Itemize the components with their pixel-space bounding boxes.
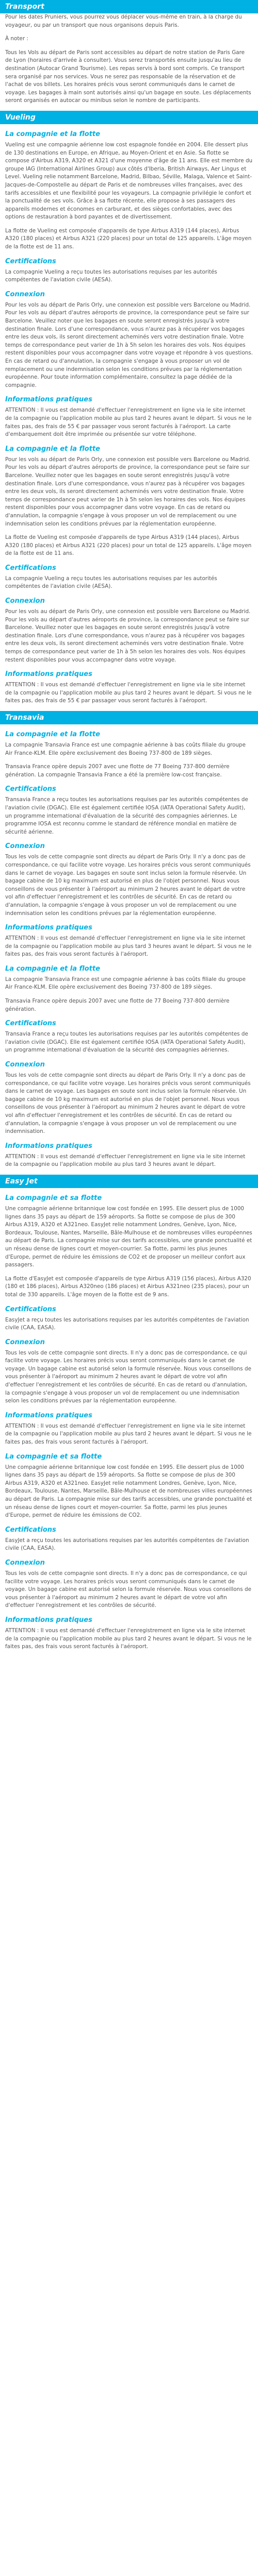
subsection-title: La compagnie et sa flotte <box>5 1452 102 1461</box>
paragraph: La flotte de Vueling est composée d'appareils de type Airbus A319 (144 places), Airbus A320 (180 places) et Airbus A321 (220 places) pour un total de 125 appareils. L'âge moyen de la flotte est de 11 ans. <box>5 227 252 250</box>
paragraph: ATTENTION : Il vous est demandé d'effectuer l'enregistrement en ligne via le site internet de la compagnie ou l'application mobile au plus tard 2 heures avant le départ. Si vous ne le faites pas, des frais vous seront facturés à l'aéroport. <box>5 1627 252 1650</box>
subsection-title: Certifications <box>5 1020 56 1028</box>
paragraph: Transavia France a reçu toutes les autorisations requises par les autorités compétentes de l'aviation civile (DGAC). Elle est également certifiée IOSA (IATA Operational Safety Audit), un programme international d'évaluation de la sécurité des compagnies aériennes. <box>5 1031 248 1054</box>
subsection-title: Informations pratiques <box>5 1142 92 1150</box>
paragraph: Une compagnie aérienne britannique low cost fondée en 1995. Elle dessert plus de 1000 lignes dans 35 pays au départ de 159 aéroports. Sa flotte se compose de plus de 300 Airbus A319, A320 et A321neo. EasyJet relie notamment Londres, Genève, Lyon, Nice, Bordeaux, Toulouse, Nantes, Marseille, Bâle-Mulhouse et de nombreuses villes européennes au départ de Paris. La compagnie mise sur des tarifs accessibles, une grande ponctualité et un réseau dense de lignes court et moyen-courrier. Sa flotte, parmi les plus jeunes d'Europe, permet de réduire les émissions de CO2 et de proposer un meilleur confort aux passagers. <box>5 1205 252 1268</box>
paragraph: La compagnie Vueling a reçu toutes les autorisations requises par les autorités compétentes de l'aviation civile (AESA). <box>5 575 217 590</box>
paragraph: ATTENTION : Il vous est demandé d'effectuer l'enregistrement en ligne via le site internet de la compagnie ou l'application mobile au plus tard 3 heures avant le départ. Si vous ne le faites pas, des frais vous seront facturés à l'aéroport. <box>5 935 252 958</box>
subsection-title: Certifications <box>5 564 56 572</box>
paragraph: Transavia France opère depuis 2007 avec une flotte de 77 Boeing 737-800 dernière génération. La compagnie Transavia France a été la première low-cost française. <box>5 764 230 778</box>
paragraph: Tous les Vols au départ de Paris sont accessibles au départ de notre station de Paris Gare de Lyon (horaires d'arrivée à consulter). Vous serez transportés ensuite jusqu'au lieu de destination (Autocar Grand Tourisme). Les repas servis à bord sont compris. Ce transport sera organisé par nos services. Vous ne serez pas responsable de la réservation et de l'achat de vos billets. Les horaires précis vous seront communiqués dans le carnet de voyage. Les bagages à main sont autorisés ainsi qu'un bagage en soute. Les déplacements seront organisés en autocar ou minibus selon le nombre de participants. <box>5 49 251 104</box>
paragraph: Tous les vols de cette compagnie sont directs au départ de Paris Orly. Il n'y a donc pas de correspondance, ce qui facilite votre voyage. Les horaires précis vous seront communiqués dans le carnet de voyage. Les bagages en soute sont inclus selon la formule réservée. Un bagage cabine de 10 kg maximum est autorisé en plus de l'objet personnel. Nous vous conseillons de vous présenter à l'aéroport au minimum 2 heures avant le départ de votre vol afin d'effectuer l'enregistrement et les contrôles de sécurité. En cas de retard ou d'annulation, la compagnie s'engage à vous proposer un vol de remplacement ou une indemnisation. <box>5 1072 251 1135</box>
paragraph: La flotte d'EasyJet est composée d'appareils de type Airbus A319 (156 places), Airbus A320 (180 et 186 places), Airbus A320neo (186 places) et Airbus A321neo (235 places), pour un total de 330 appareils. L'âge moyen de la flotte est de 9 ans. <box>5 1275 251 1298</box>
paragraph: ATTENTION : Il vous est demandé d'effectuer l'enregistrement en ligne via le site internet de la compagnie ou l'application mobile au plus tard 3 heures avant le départ. <box>5 1153 246 1168</box>
paragraph: Tous les vols de cette compagnie sont directs. Il n'y a donc pas de correspondance, ce qui facilite votre voyage. Les horaires précis vous seront communiqués dans le carnet de voyage. Un bagage cabine est autorisé selon la formule réservée. Nous vous conseillons de vous présenter à l'aéroport au minimum 2 heures avant le départ de votre vol afin d'effectuer l'enregistrement et les contrôles de sécurité. <box>5 1570 251 1609</box>
paragraph: Pour les vols au départ de Paris Orly, une connexion est possible vers Barcelone ou Madrid. Pour les vols au départ d'autres aéroports de province, la correspondance peut se faire sur Barcelone. Veuillez noter que les bagages en soute seront enregistrés jusqu'à votre destination finale. Lors d'une correspondance, vous n'aurez pas à récupérer vos bagages entre les deux vols, ils seront directement acheminés vers votre destination finale. Votre temps de correspondance peut varier de 1h à 5h selon les horaires des vols. Nos équipes restent disponibles pour vous accompagner dans votre voyage et répondre à vos questions. En cas de retard ou d'annulation, la compagnie s'engage à vous proposer un vol de remplacement ou une indemnisation selon les conditions prévues par la réglementation européenne. Pour toute information complémentaire, consultez la page dédiée de la compagnie. <box>5 301 253 388</box>
paragraph: Tous les vols de cette compagnie sont directs. Il n'y a donc pas de correspondance, ce qui facilite votre voyage. Les horaires précis vous seront communiqués dans le carnet de voyage. Un bagage cabine est autorisé selon la formule réservée. Nous vous conseillons de vous présenter à l'aéroport au minimum 2 heures avant le départ de votre vol afin d'effectuer l'enregistrement et les contrôles de sécurité. En cas de retard ou d'annulation, la compagnie s'engage à vous proposer un vol de remplacement ou une indemnisation selon les conditions prévues par la réglementation européenne. <box>5 1349 251 1404</box>
paragraph: Tous les vols de cette compagnie sont directs au départ de Paris Orly. Il n'y a donc pas de correspondance, ce qui facilite votre voyage. Les horaires précis vous seront communiqués dans le carnet de voyage. Les bagages en soute sont inclus selon la formule réservée. Un bagage cabine de 10 kg maximum est autorisé en plus de l'objet personnel. Nous vous conseillons de vous présenter à l'aéroport au minimum 2 heures avant le départ de votre vol afin d'effectuer l'enregistrement et les contrôles de sécurité. En cas de retard ou d'annulation, la compagnie s'engage à vous proposer un vol de remplacement ou une indemnisation selon les conditions prévues par la réglementation européenne. <box>5 854 251 917</box>
subsection-title: Informations pratiques <box>5 670 92 679</box>
subsection-title: Certifications <box>5 257 56 265</box>
section-header: Transavia <box>0 711 258 724</box>
subsection-title: Informations pratiques <box>5 1411 92 1419</box>
section-header: Easy Jet <box>0 1175 258 1188</box>
subsection-title: Certifications <box>5 1526 56 1534</box>
subsection-title: Connexion <box>5 1558 45 1567</box>
paragraph: Pour les vols au départ de Paris Orly, une connexion est possible vers Barcelone ou Madrid. Pour les vols au départ d'autres aéroports de province, la correspondance peut se faire sur Barcelone. Veuillez noter que les bagages en soute seront enregistrés jusqu'à votre destination finale. Lors d'une correspondance, vous n'aurez pas à récupérer vos bagages entre les deux vols, ils seront directement acheminés vers votre destination finale. Votre temps de correspondance peut varier de 1h à 5h selon les horaires des vols. Nos équipes restent disponibles pour vous accompagner dans votre voyage. <box>5 608 251 663</box>
paragraph: Transavia France opère depuis 2007 avec une flotte de 77 Boeing 737-800 dernière génération. <box>5 998 230 1012</box>
subsection-title: Informations pratiques <box>5 1616 92 1624</box>
paragraph: ATTENTION : Il vous est demandé d'effectuer l'enregistrement en ligne via le site internet de la compagnie ou l'application mobile au plus tard 2 heures avant le départ. Si vous ne le faites pas, des frais vous seront facturés à l'aéroport. <box>5 1422 252 1446</box>
paragraph: EasyJet a reçu toutes les autorisations requises par les autorités compétentes de l'aviation civile (CAA, EASA). <box>5 1537 249 1552</box>
subsection-title: La compagnie et la flotte <box>5 731 100 738</box>
subsection-title: La compagnie et la flotte <box>5 130 100 138</box>
paragraph: La compagnie Transavia France est une compagnie aérienne à bas coûts filiale du groupe Air France-KLM. Elle opère exclusivement des Boeing 737-800 de 189 sièges. <box>5 976 246 991</box>
paragraph: À noter : <box>5 36 28 42</box>
subsection-title: Connexion <box>5 842 45 851</box>
paragraph: Vueling est une compagnie aérienne low cost espagnole fondée en 2004. Elle dessert plus de 130 destinations en Europe, en Afrique, au Moyen-Orient et en Asie. Sa flotte se compose d'Airbus A319, A320 et A321 d'une moyenne d'âge de 11 ans. Elle est membre du groupe IAG (International Airlines Group) aux côtés d'Iberia, British Airways, Aer Lingus et Level. Vueling relie notamment Barcelone, Madrid, Bilbao, Séville, Malaga, Valence et Saint-Jacques-de-Compostelle au départ de Paris et de nombreuses villes françaises, avec des tarifs accessibles et une flexibilité pour les voyageurs. La compagnie privilégie le confort et la ponctualité de ses vols. Grâce à sa flotte récente, elle propose à ses passagers des appareils modernes et économes en carburant, et des sièges confortables, avec des options de restauration à bord payantes et de divertissement. <box>5 141 253 221</box>
paragraph: La compagnie Transavia France est une compagnie aérienne à bas coûts filiale du groupe Air France-KLM. Elle opère exclusivement des Boeing 737-800 de 189 sièges. <box>5 742 246 756</box>
section-header: Vueling <box>0 111 258 124</box>
subsection-title: Connexion <box>5 290 45 298</box>
paragraph: ATTENTION : Il vous est demandé d'effectuer l'enregistrement en ligne via le site internet de la compagnie ou l'application mobile au plus tard 2 heures avant le départ. Si vous ne le faites pas, des frais de 55 € par passager vous seront facturés à l'aéroport. La carte d'embarquement doit être imprimée ou présentée sur votre téléphone. <box>5 407 252 438</box>
subsection-title: Certifications <box>5 785 56 793</box>
subsection-title: La compagnie et la flotte <box>5 964 100 973</box>
subsection-title: La compagnie et sa flotte <box>5 1194 102 1202</box>
section-header: Transport <box>0 0 258 13</box>
paragraph: Pour les dates Pruniers, vous pourrez vous déplacer vous-même en train, à la charge du voyageur, ou par un transport que nous organisons depuis Paris. <box>5 14 242 28</box>
paragraph: ATTENTION : Il vous est demandé d'effectuer l'enregistrement en ligne via le site internet de la compagnie ou l'application mobile au plus tard 2 heures avant le départ. Si vous ne le faites pas, des frais de 55 € par passager vous seront facturés à l'aéroport. <box>5 682 252 704</box>
subsection-title: Connexion <box>5 597 45 605</box>
subsection-title: Connexion <box>5 1338 45 1346</box>
subsection-title: Certifications <box>5 1305 56 1313</box>
paragraph: EasyJet a reçu toutes les autorisations requises par les autorités compétentes de l'aviation civile (CAA, EASA). <box>5 1316 249 1331</box>
subsection-title: La compagnie et la flotte <box>5 445 100 453</box>
paragraph: Transavia France a reçu toutes les autorisations requises par les autorités compétentes de l'aviation civile (DGAC). Elle est également certifiée IOSA (IATA Operational Safety Audit), un programme international d'évaluation de la sécurité des compagnies aériennes. Le programme IOSA est reconnu comme le standard de référence mondial en matière de sécurité aérienne. <box>5 796 248 835</box>
subsection-title: Informations pratiques <box>5 924 92 932</box>
subsection-title: Informations pratiques <box>5 396 92 404</box>
paragraph: La flotte de Vueling est composée d'appareils de type Airbus A319 (144 places), Airbus A320 (180 places) et Airbus A321 (220 places) pour un total de 125 appareils. L'âge moyen de la flotte est de 11 ans. <box>5 534 252 557</box>
paragraph: Une compagnie aérienne britannique low cost fondée en 1995. Elle dessert plus de 1000 lignes dans 35 pays au départ de 159 aéroports. Sa flotte se compose de plus de 300 Airbus A319, A320 et A321neo. EasyJet relie notamment Londres, Genève, Lyon, Nice, Bordeaux, Toulouse, Nantes, Marseille, Bâle-Mulhouse et de nombreuses villes européennes au départ de Paris. La compagnie mise sur des tarifs accessibles, une grande ponctualité et un réseau dense de lignes court et moyen-courrier. Sa flotte, parmi les plus jeunes d'Europe, permet de réduire les émissions de CO2. <box>5 1464 252 1519</box>
paragraph: La compagnie Vueling a reçu toutes les autorisations requises par les autorités compétentes de l'aviation civile (AESA). <box>5 268 217 283</box>
subsection-title: Connexion <box>5 1061 45 1069</box>
paragraph: Pour les vols au départ de Paris Orly, une connexion est possible vers Barcelone ou Madrid. Pour les vols au départ d'autres aéroports de province, la correspondance peut se faire sur Barcelone. Veuillez noter que les bagages en soute seront enregistrés jusqu'à votre destination finale. Lors d'une correspondance, vous n'aurez pas à récupérer vos bagages entre les deux vols, ils seront directement acheminés vers votre destination finale. Votre temps de correspondance peut varier de 1h à 5h selon les horaires des vols. Nos équipes restent disponibles pour vous accompagner dans votre voyage. En cas de retard ou d'annulation, la compagnie s'engage à vous proposer un vol de remplacement ou une indemnisation selon les conditions prévues par la réglementation européenne. <box>5 456 251 527</box>
